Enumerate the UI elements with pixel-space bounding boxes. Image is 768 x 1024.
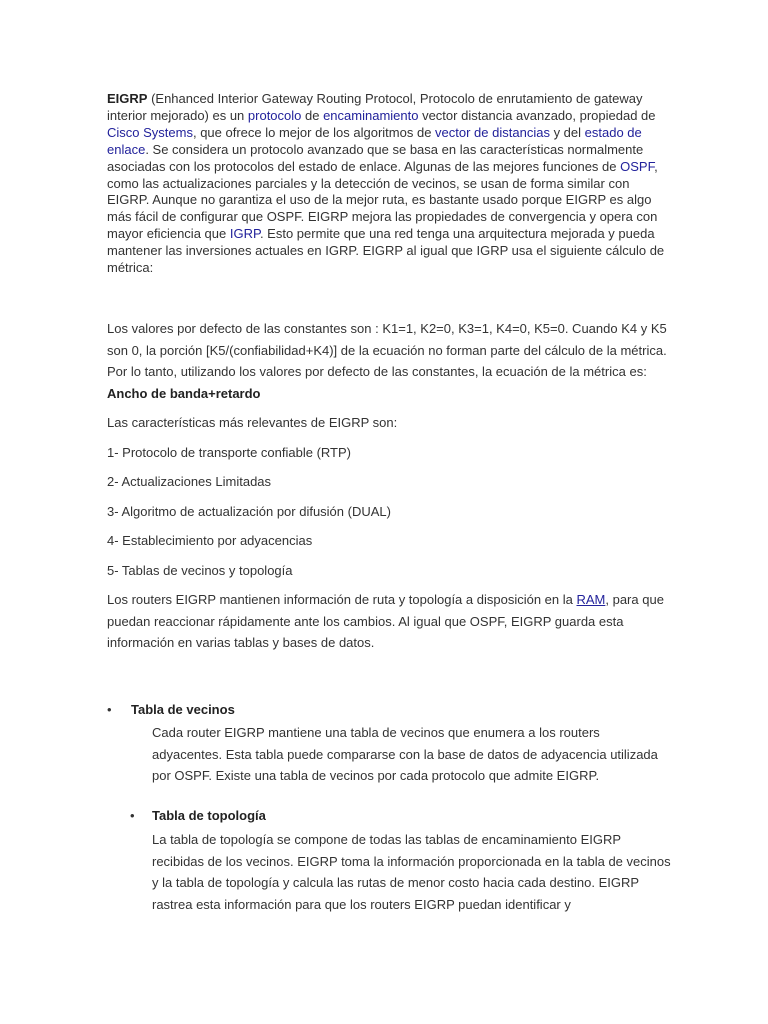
tabla-topologia-text: La tabla de topología se compone de todas las tablas de encaminamiento EIGRP recibidas de los vecinos. EIGRP toma la información proporcionada en la tabla de vecinos y la tabla de topología y calcula las rutas de menor costo hacia cada destino. EIGRP rastrea esta información para que los routers EIGRP puedan identificar y [152, 832, 671, 912]
constants-paragraph [107, 318, 667, 404]
routers-paragraph [107, 589, 667, 654]
link-cisco-systems[interactable]: Cisco Systems [107, 124, 193, 140]
bullet-dot: • [107, 702, 112, 717]
intro-text-3: vector distancia avanzado, propiedad de [418, 107, 656, 123]
intro-text-6: . Se considera un protocolo avanzado que se basa en las características normalmente asociadas con los protocolos del estado de enlace. Algunas de las mejores funciones de [107, 141, 644, 174]
routers-text-2: , para que puedan reaccionar rápidamente ante los cambios. Al igual que OSPF, EIGRP guarda esta información en varias tablas y bases de datos. [107, 592, 664, 650]
link-ram[interactable]: RAM [576, 592, 606, 607]
intro-text-2: de [301, 107, 324, 123]
feature-item-3: 3- Algoritmo de actualización por difusión (DUAL) [107, 504, 391, 519]
intro-text-8: . Esto permite que una red tenga una arquitectura mejorada y pueda mantener las inversiones actuales en IGRP. EIGRP al igual que IGRP usa el siguiente cálculo de métrica: [107, 226, 665, 276]
tabla-topologia-title: Tabla de topología [152, 808, 266, 823]
intro-paragraph [107, 91, 667, 277]
feature-item-2: 2- Actualizaciones Limitadas [107, 474, 272, 489]
feature-item-4: 4- Establecimiento por adyacencias [107, 533, 313, 548]
intro-text-4: , que ofrece lo mejor de los algoritmos de [192, 124, 436, 140]
link-protocolo[interactable]: protocolo [247, 107, 302, 123]
metric-formula: Ancho de banda+retardo [107, 385, 261, 401]
feature-item-5: 5- Tablas de vecinos y topología [107, 563, 293, 578]
intro-text-5: y del [549, 124, 585, 140]
link-encaminamiento[interactable]: encaminamiento [323, 107, 419, 123]
eigrp-term: EIGRP [107, 91, 148, 106]
intro-text-1: (Enhanced Interior Gateway Routing Protocol, Protocolo de enrutamiento de gateway interior mejorado) es un [107, 91, 643, 123]
tabla-vecinos-title: Tabla de vecinos [131, 702, 235, 717]
link-vector-de-distancias[interactable]: vector de distancias [435, 124, 550, 140]
tabla-vecinos-text: Cada router EIGRP mantiene una tabla de vecinos que enumera a los routers adyacentes. Esta tabla puede compararse con la base de datos de adyacencia utilizada por OSPF. Existe una tabla de vecinos por cada protocolo que admite EIGRP. [152, 725, 658, 783]
link-estado-de-enlace[interactable]: estado de enlace [107, 124, 642, 157]
features-intro: Las características más relevantes de EIGRP son: [107, 415, 398, 430]
routers-text-1: Los routers EIGRP mantienen información de ruta y topología a disposición en la [107, 592, 577, 607]
feature-item-1: 1- Protocolo de transporte confiable (RTP) [107, 445, 351, 460]
link-ospf[interactable]: OSPF [620, 158, 655, 174]
constants-text: Los valores por defecto de las constantes son : K1=1, K2=0, K3=1, K4=0, K5=0. Cuando K4 y K5 son 0, la porción [K5/(confiabilidad+K4)] de la ecuación no forman parte del cálculo de la métrica. Por lo tanto, utilizando los valores por defecto de las constantes, la ecuación de la métrica es: [107, 321, 667, 379]
link-igrp[interactable]: IGRP [229, 226, 260, 242]
intro-text-7: , como las actualizaciones parciales y la detección de vecinos, se usan de forma similar con EIGRP. Aunque no garantiza el uso de la mejor ruta, es bastante usado porque EIGRP es algo más fácil de configurar que OSPF. EIGRP mejora las propiedades de convergencia y opera con mayor eficiencia que [107, 158, 658, 242]
bullet-dot: • [130, 808, 135, 823]
